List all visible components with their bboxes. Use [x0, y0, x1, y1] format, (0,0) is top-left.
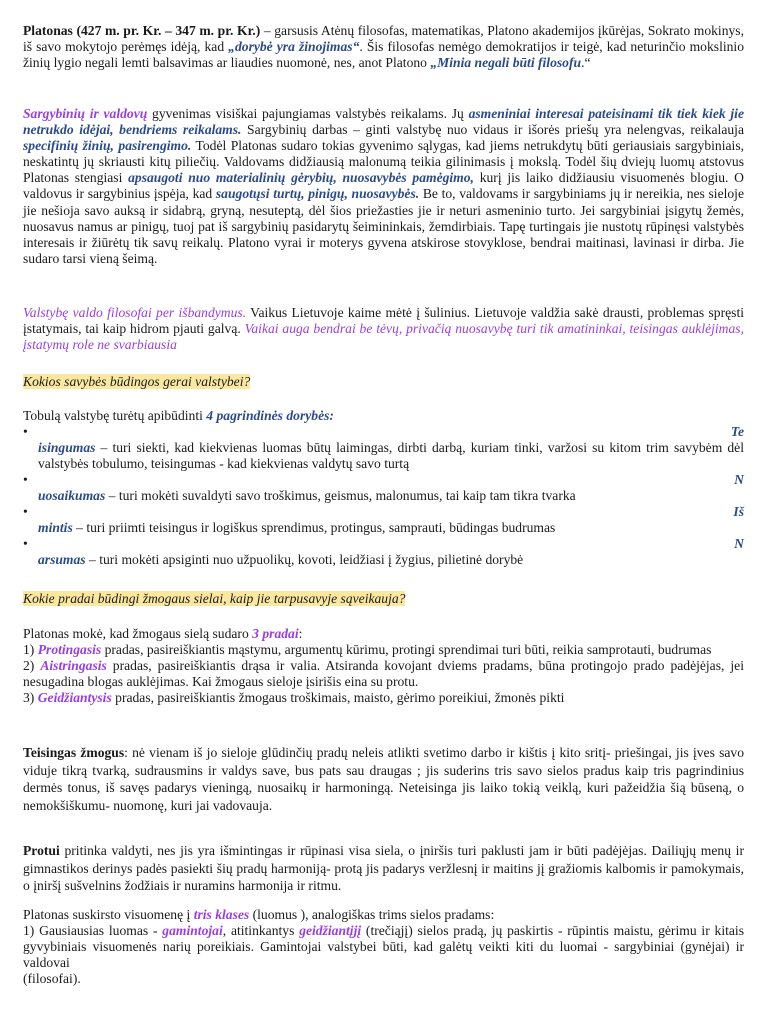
- reason-paragraph: Protui pritinka valdyti, nes jis yra išmintingas ir rūpinasi visa siela, o įniršis turi paklusti jam ir būti padėjėjas. Dailiųjų menų ir gimnastikos derinys padės pasiekti šių pradų harmoniją- protą jis padarys veržlesnį ir maitins jį gražiomis kalbomis ir pamokymais, o įniršį sušvelnins žodžiais ir nuramins harmonija ir ritmu.: [23, 843, 744, 893]
- just-man-paragraph: Teisingas žmogus: nė vienam iš jo sieloje glūdinčių pradų neleis atlikti svetimo darbo ir kištis į kito sritį- priešingai, jis įves savo viduje tikrą tvarką, sudrausmins ir valdys save, bus pats sau draugas ; jis suderins tris savo sielos pradus kaip tris pagrindinius dermės tonus, iš savęs padarys vieningą, nuosaikų ir harmoningą. Neteisinga jis laiko tokią veiklą, kuri pažeidžia šią būseną, o nemokšiškumu- nuomonę, kuri jai vadovauja.: [23, 745, 745, 813]
- philosophers-paragraph: Valstybę valdo filosofai per išbandymus. Vaikus Lietuvoje kaime mėtė į šulinius. Lietuvoje valdžia sakė drausti, problemas spręsti įstatymais, tai kaip hidrom pjauti galvą. Vaikai auga bendrai be tėvų, privačią nuosavybę turi tik amatininkai, teisingas auklėjimas, įstatymų role ne svarbiausia: [23, 305, 744, 353]
- virtues-list: [23, 424, 744, 568]
- author-dates: (427 m. pr. Kr. – 347 m. pr. Kr.): [72, 23, 261, 38]
- quote-crowd: „Minia negali būti filosofu: [430, 55, 582, 71]
- author-name: Platonas: [23, 23, 73, 38]
- bullet-icon: •: [23, 424, 28, 439]
- question-soul: Kokie pradai būdingi žmogaus sielai, kaip jie tarpusavyje sąveikauja?: [23, 591, 406, 606]
- bullet-icon: •: [23, 504, 28, 520]
- quote-virtue-knowledge: „dorybė yra žinojimas“: [228, 39, 360, 55]
- soul-paragraph: Platonas mokė, kad žmogaus sielą sudaro 3 pradai: 1) Protingasis pradas, pasireiškiantis mąstymu, argumentų kūrimu, protingi sprendimai turi būti, reikia samprotauti, budrumas 2) Aistringasis pradas, pasireiškiantis drąsa ir valia. Atsiranda kovojant dviems pradams, būna protingojo prado padėjėjas, jei nesugadina blogas auklėjimas. Kai žmogaus sieloje įsirišis eina su protu. 3) Geidžiantysis pradas, pasireiškiantis žmogaus troškimais, maisto, gėrimo poreikiui, žmonės pikti: [23, 626, 744, 706]
- classes-paragraph: Platonas suskirsto visuomenę į tris klases (luomus ), analogiškas trims sielos pradams: 1) Gausiausias luomas - gamintojai, atitinkantys geidžiantįjį (trečiąjį) sielos pradą, jų paskirtis - rūpintis maistu, gėrimu ir kitais gyvybiniais visuomenės narių poreikiais. Gamintojai valstybei būti, kad galėtų veikti kiti du luomai - sargybiniai (gynėjai) ir valdovai (filosofai).: [23, 907, 744, 987]
- bullet-icon: •: [23, 472, 28, 488]
- list-item: • N uosaikumas – turi mokėti suvaldyti savo troškimus, geismus, malonumus, tai kaip tam tikra tvarka: [23, 472, 744, 504]
- list-item: • Te isingumas – turi siekti, kad kiekvienas luomas būtų laimingas, dirbti darbą, kuriam tinki, varžosi su kitom trim savybėm dėl valstybės tobulumo, teisingumas - kad kiekvienas valdytų savo turtą: [23, 424, 744, 472]
- list-item: • Iš mintis – turi priimti teisingus ir logiškus sprendimus, protingus, samprauti, būdingas budrumas: [23, 504, 744, 536]
- guardians-paragraph: Sargybinių ir valdovų gyvenimas visiškai pajungiamas valstybės reikalams. Jų asmeniniai interesai pateisinami tik tiek kiek jie netrukdo idėjai, bendriems reikalams. Sargybinių darbas – ginti valstybę nuo vidaus ir išorės priešų yra nelengvas, reikalauja specifinių žinių, pasirengimo. Todėl Platonas sudaro tokias gyvenimo sąlygas, kad jiems netrukdytų būti geriausiais sargybiniais, neskatintų jų skriausti kitų piliečių. Valdovams didžiausią malonumą teikia gilinimasis į mokslą. Todėl šių dviejų luomų atstovus Platonas stengiasi apsaugoti nuo materialinių gėrybių, nuosavybės pamėgimo, kurį jis laiko didžiausiu visuomenės blogiu. O valdovus ir sargybinius įspėja, kad saugotųsi turtų, pinigų, nuosavybės. Be to, valdovams ir sargybiniams jų ir nereikia, nes sieloje jie nešioja savo auksą ir sidabrą, gryną, nesuteptą, dėl šios priežasties jie ir neturi asmeninio turto. Jei sargybiniai įsigytų žemės, nuosavus namus ar pinigų, tuoj pat iš sargybinių pasidarytų šeimininkais, žemdirbiais. Tapę turtingais jie nustotų rūpinęsi valstybės interesais ir žiūrėtų tik savų reikalų. Platono vyrai ir moterys gyvena atskirose stovyklose, bendrai maitinasi, lavinasi ir dirba. Jie sudaro tarsi vieną šeimą.: [23, 106, 745, 266]
- question-good-state: Kokios savybės būdingos gerai valstybei?: [23, 374, 251, 389]
- intro-paragraph: Platonas (427 m. pr. Kr. – 347 m. pr. Kr.) – garsusis Atėnų filosofas, matematikas, Platono akademijos įkūrėjas, Sokrato mokinys, iš savo mokytojo perėmęs idėją, kad „dorybė yra žinojimas“. Šis filosofas nemėgo demokratijos ir teigė, kad neturinčio mokslinio žinių lygio negali lemti balsavimas ar liaudies nuomonė, nes, anot Platono „Minia negali būti filosofu.“: [23, 23, 744, 71]
- virtues-intro: Tobulą valstybę turėtų apibūdinti 4 pagrindinės dorybės:: [23, 408, 334, 423]
- bullet-icon: •: [23, 536, 28, 552]
- list-item: • N arsumas – turi mokėti apsiginti nuo užpuolikų, kovoti, leidžiasi į žygius, pilietinė dorybė: [23, 536, 744, 568]
